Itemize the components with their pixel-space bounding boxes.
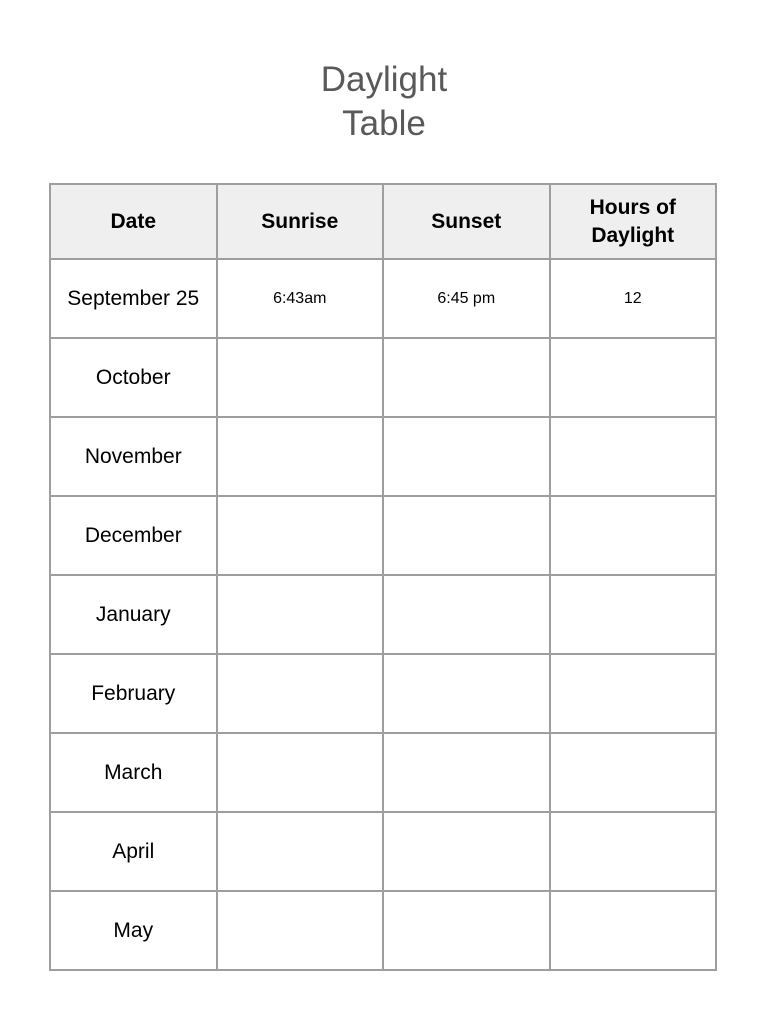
date-cell: April: [50, 812, 217, 891]
date-cell: March: [50, 733, 217, 812]
hours-cell: [550, 496, 717, 575]
sunrise-cell: [217, 733, 384, 812]
page-title-line-1: Daylight: [320, 60, 448, 99]
table-row: [50, 891, 716, 970]
sunrise-cell: [217, 496, 384, 575]
date-cell: September 25: [50, 259, 217, 338]
sunset-cell: [383, 496, 550, 575]
page-title-line-2: Table: [342, 104, 426, 143]
daylight-table: [49, 183, 717, 971]
hours-cell: [550, 812, 717, 891]
sunset-cell: [383, 417, 550, 496]
header-date: Date: [50, 184, 217, 259]
sunrise-cell: [217, 654, 384, 733]
hours-cell: [550, 338, 717, 417]
hours-cell: [550, 575, 717, 654]
date-cell: December: [50, 496, 217, 575]
hours-cell: 12: [550, 259, 717, 338]
sunset-cell: [383, 812, 550, 891]
table-row: [50, 575, 716, 654]
sunset-cell: 6:45 pm: [383, 259, 550, 338]
sunrise-cell: [217, 891, 384, 970]
sunset-cell: [383, 733, 550, 812]
table-row: [50, 496, 716, 575]
hours-cell: [550, 891, 717, 970]
sunset-cell: [383, 575, 550, 654]
date-cell: January: [50, 575, 217, 654]
sunrise-cell: [217, 417, 384, 496]
header-hours-of-daylight: Hours of Daylight: [550, 184, 717, 259]
hours-cell: [550, 733, 717, 812]
date-cell: November: [50, 417, 217, 496]
header-sunrise: Sunrise: [217, 184, 384, 259]
sunset-cell: [383, 654, 550, 733]
table-row: [50, 259, 716, 338]
sunrise-cell: [217, 575, 384, 654]
hours-cell: [550, 654, 717, 733]
sunset-cell: [383, 338, 550, 417]
date-cell: February: [50, 654, 217, 733]
header-sunset: Sunset: [383, 184, 550, 259]
sunrise-cell: [217, 812, 384, 891]
page-title: [0, 58, 768, 146]
table-row: [50, 338, 716, 417]
date-cell: May: [50, 891, 217, 970]
table-header-row: [50, 184, 716, 259]
hours-cell: [550, 417, 717, 496]
sunset-cell: [383, 891, 550, 970]
table-row: [50, 812, 716, 891]
table-row: [50, 417, 716, 496]
sunrise-cell: 6:43am: [217, 259, 384, 338]
table-row: [50, 654, 716, 733]
sunrise-cell: [217, 338, 384, 417]
date-cell: October: [50, 338, 217, 417]
table-row: [50, 733, 716, 812]
